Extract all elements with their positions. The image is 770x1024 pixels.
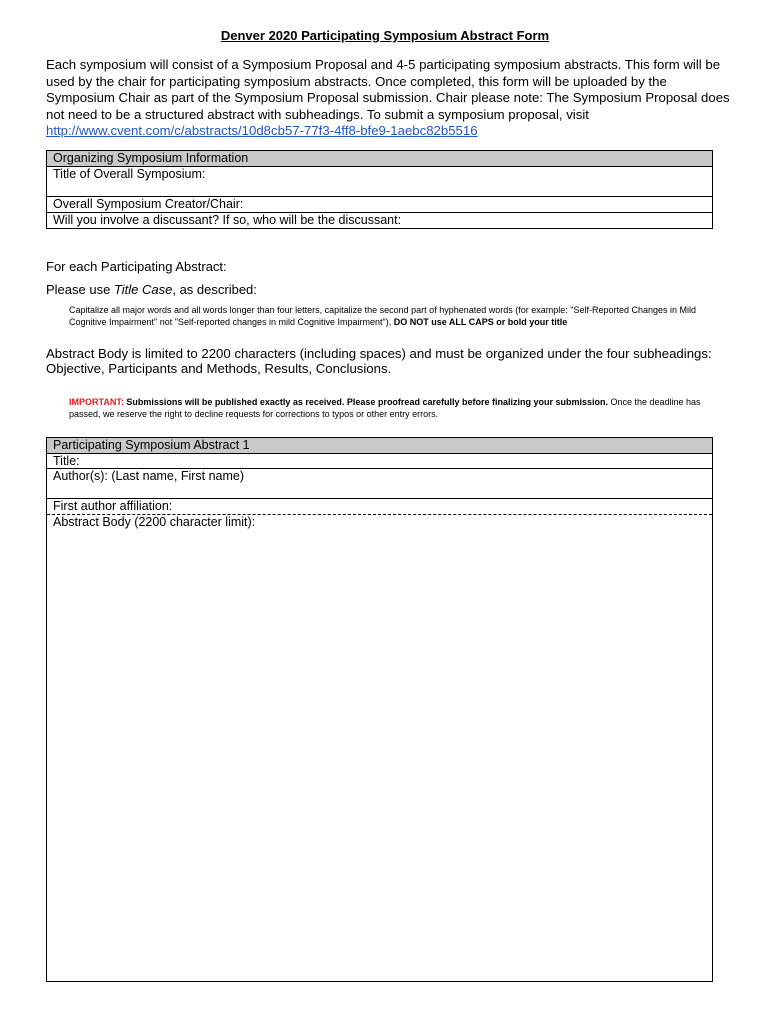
- discussant-field[interactable]: Will you involve a discussant? If so, who will be the discussant:: [53, 213, 402, 227]
- capitalize-warning: DO NOT use ALL CAPS or bold your title: [393, 317, 568, 328]
- important-bold-text: Submissions will be published exactly as received. Please proofread carefully before finalizing your submission.: [123, 397, 608, 407]
- capitalize-text: Capitalize all major words and all words longer than four letters, capitalize the second part of hyphenated words (for example: "Self-Reported Changes in Mild Cognitive Impairment" not "Self-reported changes in mild Cognitive Impairment"),: [69, 305, 697, 328]
- abstract-body-field[interactable]: Abstract Body (2200 character limit):: [53, 515, 256, 529]
- abstract-table: [46, 437, 713, 982]
- abstract-title-field[interactable]: Title:: [47, 454, 712, 469]
- title-case-prefix: Please use: [46, 282, 114, 297]
- intro-paragraph: [46, 57, 731, 140]
- organizing-symposium-table: [46, 150, 713, 229]
- symposium-title-field[interactable]: Title of Overall Symposium:: [47, 167, 712, 197]
- important-notice: [69, 396, 724, 421]
- capitalize-rules: [69, 304, 724, 329]
- important-rest-text: Once the deadline has passed, we reserve the right to decline requests for corrections to typos or other entry errors.: [69, 397, 701, 420]
- authors-field[interactable]: Author(s): (Last name, First name): [47, 469, 712, 499]
- title-case-suffix: , as described:: [172, 282, 257, 297]
- symposium-chair-field[interactable]: Overall Symposium Creator/Chair:: [47, 197, 712, 213]
- submission-link[interactable]: http://www.cvent.com/c/abstracts/10d8cb57-77f3-4ff8-bfe9-1aebc82b5516: [46, 123, 478, 139]
- affiliation-field[interactable]: First author affiliation:: [47, 499, 712, 515]
- abstract-table-header: Participating Symposium Abstract 1: [47, 438, 712, 454]
- organizing-table-header: Organizing Symposium Information: [47, 151, 712, 167]
- intro-text: Each symposium will consist of a Symposium Proposal and 4-5 participating symposium abstracts. This form will be used by the chair for participating symposium abstracts. Once completed, this form will be uploaded by the Symposium Chair as part of the Symposium Proposal submission. Chair please note: The Symposium Proposal does not need to be a structured abstract with subheadings. To submit a symposium proposal, visit: [46, 57, 730, 122]
- for-each-heading: For each Participating Abstract:: [46, 259, 227, 274]
- title-case-term: Title Case: [113, 282, 173, 297]
- title-case-instruction: [46, 282, 257, 297]
- document-title: Denver 2020 Participating Symposium Abstract Form: [220, 28, 550, 43]
- important-label: IMPORTANT:: [69, 397, 124, 407]
- body-limit-instruction: Abstract Body is limited to 2200 characters (including spaces) and must be organized under the four subheadings: Objective, Participants and Methods, Results, Conclusions.: [46, 346, 712, 377]
